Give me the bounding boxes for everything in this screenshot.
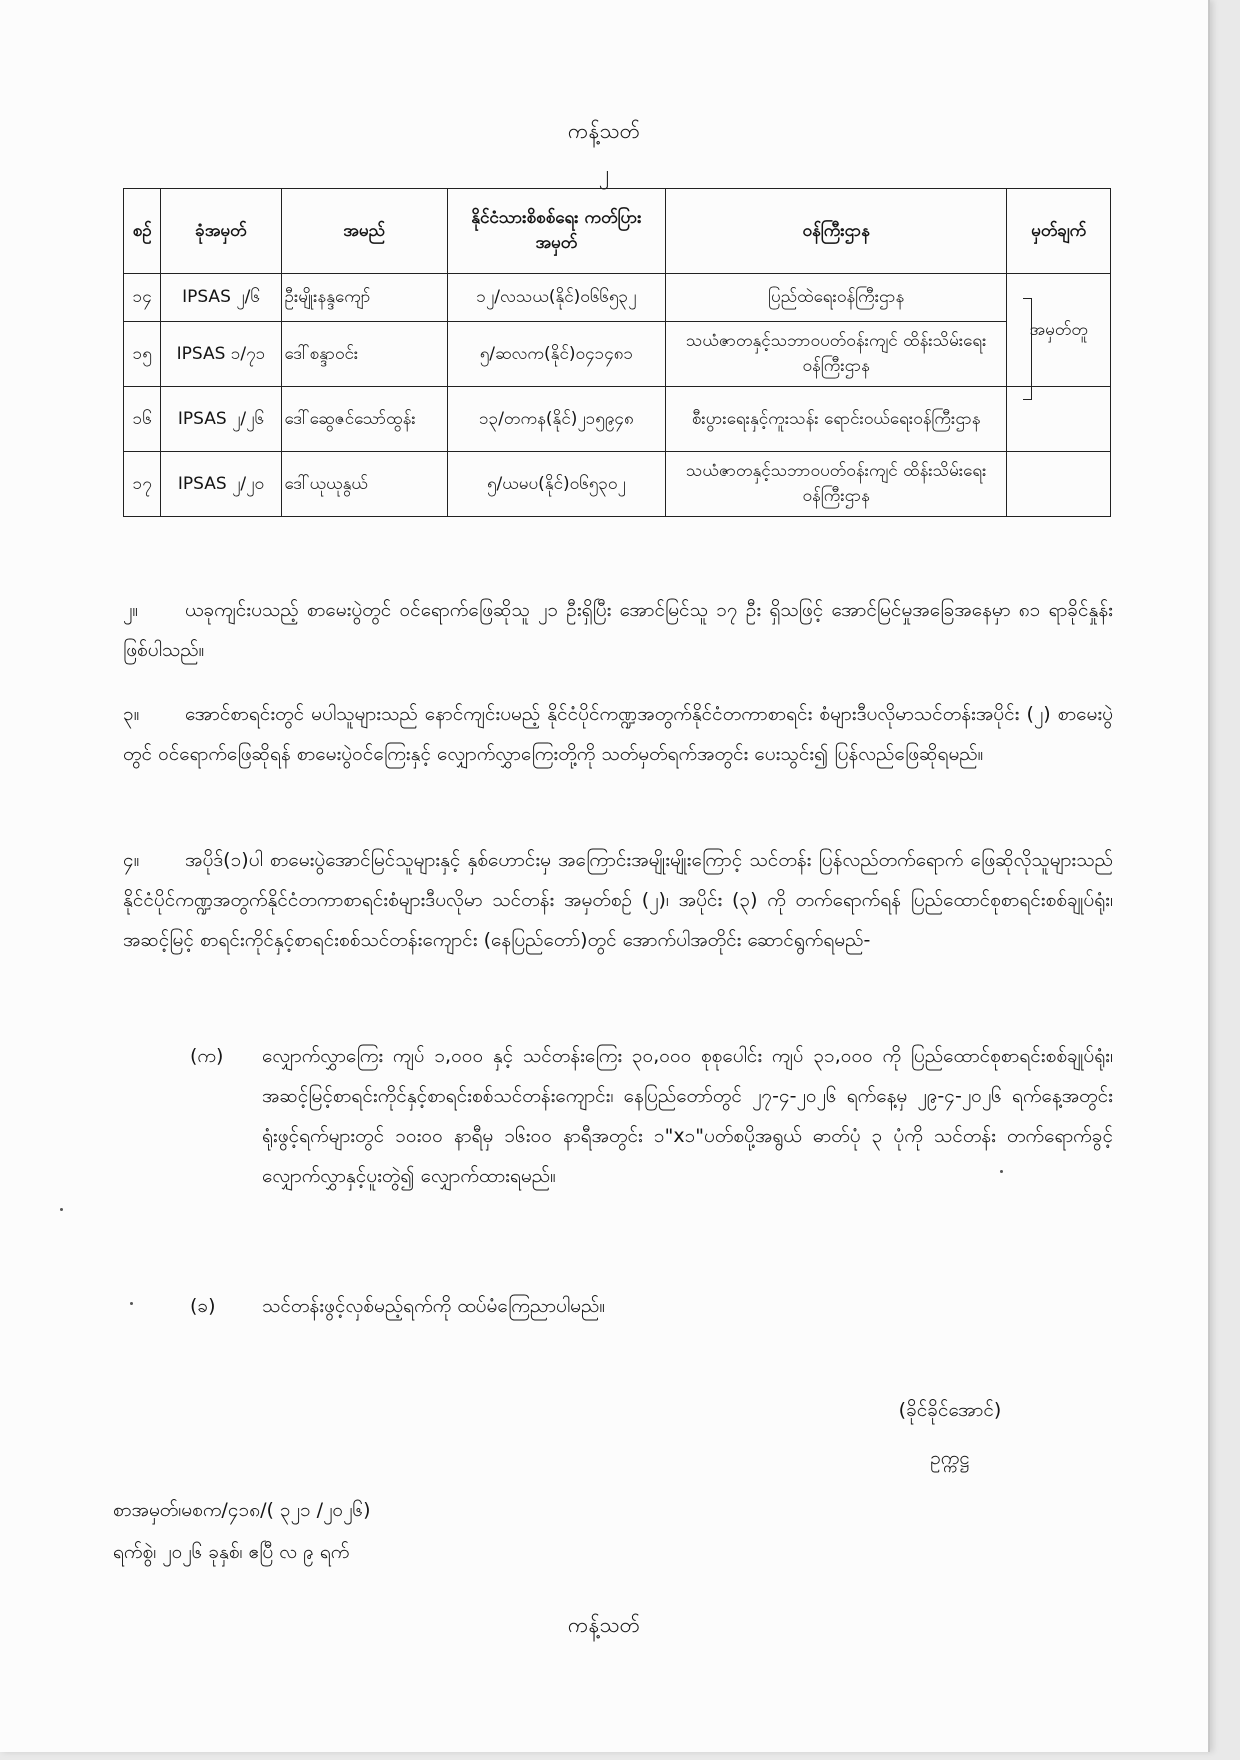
remark-bracket [1023, 298, 1032, 400]
scan-speck [130, 1302, 133, 1305]
cell-name: ဦးမျိုးနန္ဒကျော် [281, 274, 447, 322]
cell-no: ၁၅ [124, 322, 161, 387]
cell-nrc: ၁၂/လသယ(နိုင်)၀၆၆၅၃၂ [447, 274, 665, 322]
cell-roll: IPSAS ၁/၇၁ [161, 322, 281, 387]
subitem-label: (ခ) [190, 1295, 216, 1317]
table-row [124, 274, 1111, 322]
cell-name: ဒေါ်ဆွေဇင်သော်ထွန်း [281, 387, 447, 452]
classification-footer: ကန့်သတ် [567, 1613, 641, 1637]
subitem-text: လျှောက်လွှာကြေး ကျပ် ၁,၀၀၀ နှင့် သင်တန်းကြေး ၃၀,၀၀၀ စုစုပေါင်း ကျပ် ၃၁,၀၀၀ ကို ပြည်ထောင်စုစာရင်းစစ်ချုပ်ရုံး၊ အဆင့်မြင့်စာရင်းကိုင်နှင့်စာရင်းစစ်သင်တန်းကျောင်း၊ နေပြည်တော်တွင် ၂၇-၄-၂၀၂၆ ရက်နေ့မှ ၂၉-၄-၂၀၂၆ ရက်နေ့အတွင်း ရုံးဖွင့်ရက်များတွင် ၁၀း၀၀ နာရီမှ ၁၆း၀၀ နာရီအတွင်း ၁"x၁"ပတ်စပို့အရွယ် ဓာတ်ပုံ ၃ ပုံကို သင်တန်း တက်ရောက်ခွင့်လျှောက်လွှာနှင့်ပူးတွဲ၍ လျှောက်ထားရမည်။ [262, 1045, 1113, 1187]
paragraph-text: ယခုကျင်းပသည့် စာမေးပွဲတွင် ဝင်ရောက်ဖြေဆိုသူ ၂၁ ဦးရှိပြီး အောင်မြင်သူ ၁၇ ဦး ရှိသဖြင့် အောင်မြင်မှုအခြေအနေမှာ ၈၁ ရာခိုင်နှုန်း ဖြစ်ပါသည်။ [123, 599, 1113, 661]
letter-date: ရက်စွဲ၊ ၂၀၂၆ ခုနှစ်၊ ဧပြီ လ ၉ ရက် [113, 1541, 350, 1563]
cell-ministry: စီးပွားရေးနှင့်ကူးသန်း ရောင်းဝယ်ရေးဝန်ကြီးဌာန [665, 387, 1006, 452]
header-no: စဉ် [124, 189, 161, 274]
paragraph-2 [123, 590, 1113, 670]
cell-ministry: ပြည်ထဲရေးဝန်ကြီးဌာန [665, 274, 1006, 322]
header-remark: မှတ်ချက် [1007, 189, 1111, 274]
cell-remark [1007, 452, 1111, 517]
signatory-title: ဥက္ကဋ္ဌ [930, 1447, 970, 1469]
subitem-ka [190, 1036, 1113, 1196]
header-roll: ခုံအမှတ် [161, 189, 281, 274]
header-nrc: နိုင်ငံသားစိစစ်ရေး ကတ်ပြားအမှတ် [447, 189, 665, 274]
table-row [124, 387, 1111, 452]
subitem-label: (က) [190, 1045, 224, 1067]
cell-roll: IPSAS ၂/၂၀ [161, 452, 281, 517]
scan-speck [60, 1208, 63, 1211]
cell-remark: အမှတ်တူ [1007, 274, 1111, 387]
page-number: ၂ [598, 161, 610, 185]
table-header-row [124, 189, 1111, 274]
table-row [124, 452, 1111, 517]
paragraph-number: ၃။ [123, 703, 140, 725]
cell-ministry: သယံဇာတနှင့်သဘာဝပတ်ဝန်းကျင် ထိန်းသိမ်းရေးဝန်ကြီးဌာန [665, 322, 1006, 387]
cell-ministry: သယံဇာတနှင့်သဘာဝပတ်ဝန်းကျင် ထိန်းသိမ်းရေးဝန်ကြီးဌာန [665, 452, 1006, 517]
table-row [124, 322, 1111, 387]
cell-no: ၁၇ [124, 452, 161, 517]
cell-nrc: ၅/ဆလက(နိုင်)၀၄၁၄၈၁ [447, 322, 665, 387]
cell-roll: IPSAS ၂/၂၆ [161, 387, 281, 452]
paragraph-number: ၂။ [123, 599, 139, 621]
header-ministry: ဝန်ကြီးဌာန [665, 189, 1006, 274]
paragraph-3 [123, 694, 1113, 774]
scan-speck [1000, 1170, 1003, 1173]
letter-number: စာအမှတ်၊မစက/၄၁၈/( ၃၂၁ /၂၀၂၆) [113, 1499, 371, 1521]
paragraph-text: အောင်စာရင်းတွင် မပါသူများသည် နောင်ကျင်းပမည့် နိုင်ငံပိုင်ကဏ္ဍအတွက်နိုင်ငံတကာစာရင်း စံများဒီပလိုမာသင်တန်းအပိုင်း (၂) စာမေးပွဲတွင် ဝင်ရောက်ဖြေဆိုရန် စာမေးပွဲဝင်ကြေးနှင့် လျှောက်လွှာကြေးတို့ကို သတ်မှတ်ရက်အတွင်း ပေးသွင်း၍ ပြန်လည်ဖြေဆိုရမည်။ [123, 703, 1113, 765]
cell-roll: IPSAS ၂/၆ [161, 274, 281, 322]
cell-name: ဒေါ်စန္ဒာဝင်း [281, 322, 447, 387]
header-name: အမည် [281, 189, 447, 274]
paragraph-text: အပိုဒ်(၁)ပါ စာမေးပွဲအောင်မြင်သူများနှင့် နှစ်ဟောင်းမှ အကြောင်းအမျိုးမျိုးကြောင့် သင်တန်း ပြန်လည်တက်ရောက် ဖြေဆိုလိုသူများသည် နိုင်ငံပိုင်ကဏ္ဍအတွက်နိုင်ငံတကာစာရင်းစံများဒီပလိုမာ သင်တန်း အမှတ်စဉ် (၂)၊ အပိုင်း (၃) ကို တက်ရောက်ရန် ပြည်ထောင်စုစာရင်းစစ်ချုပ်ရုံး၊ အဆင့်မြင့် စာရင်းကိုင်နှင့်စာရင်းစစ်သင်တန်းကျောင်း (နေပြည်တော်)တွင် အောက်ပါအတိုင်း ဆောင်ရွက်ရမည်- [123, 849, 1113, 951]
cell-no: ၁၄ [124, 274, 161, 322]
classification-header: ကန့်သတ် [567, 119, 641, 143]
results-table [123, 188, 1111, 517]
paragraph-number: ၄။ [123, 849, 140, 871]
subitem-text: သင်တန်းဖွင့်လှစ်မည့်ရက်ကို ထပ်မံကြေညာပါမည်။ [262, 1295, 606, 1317]
cell-nrc: ၅/ယမပ(နိုင်)၀၆၅၃၀၂ [447, 452, 665, 517]
cell-no: ၁၆ [124, 387, 161, 452]
subitem-kha [190, 1286, 1113, 1326]
signatory-name: (ခိုင်ခိုင်အောင်) [898, 1399, 1002, 1421]
paragraph-4 [123, 840, 1113, 960]
cell-name: ဒေါ်ယုယုနွယ် [281, 452, 447, 517]
cell-nrc: ၁၃/တကန(နိုင်)၂၁၅၉၄၈ [447, 387, 665, 452]
